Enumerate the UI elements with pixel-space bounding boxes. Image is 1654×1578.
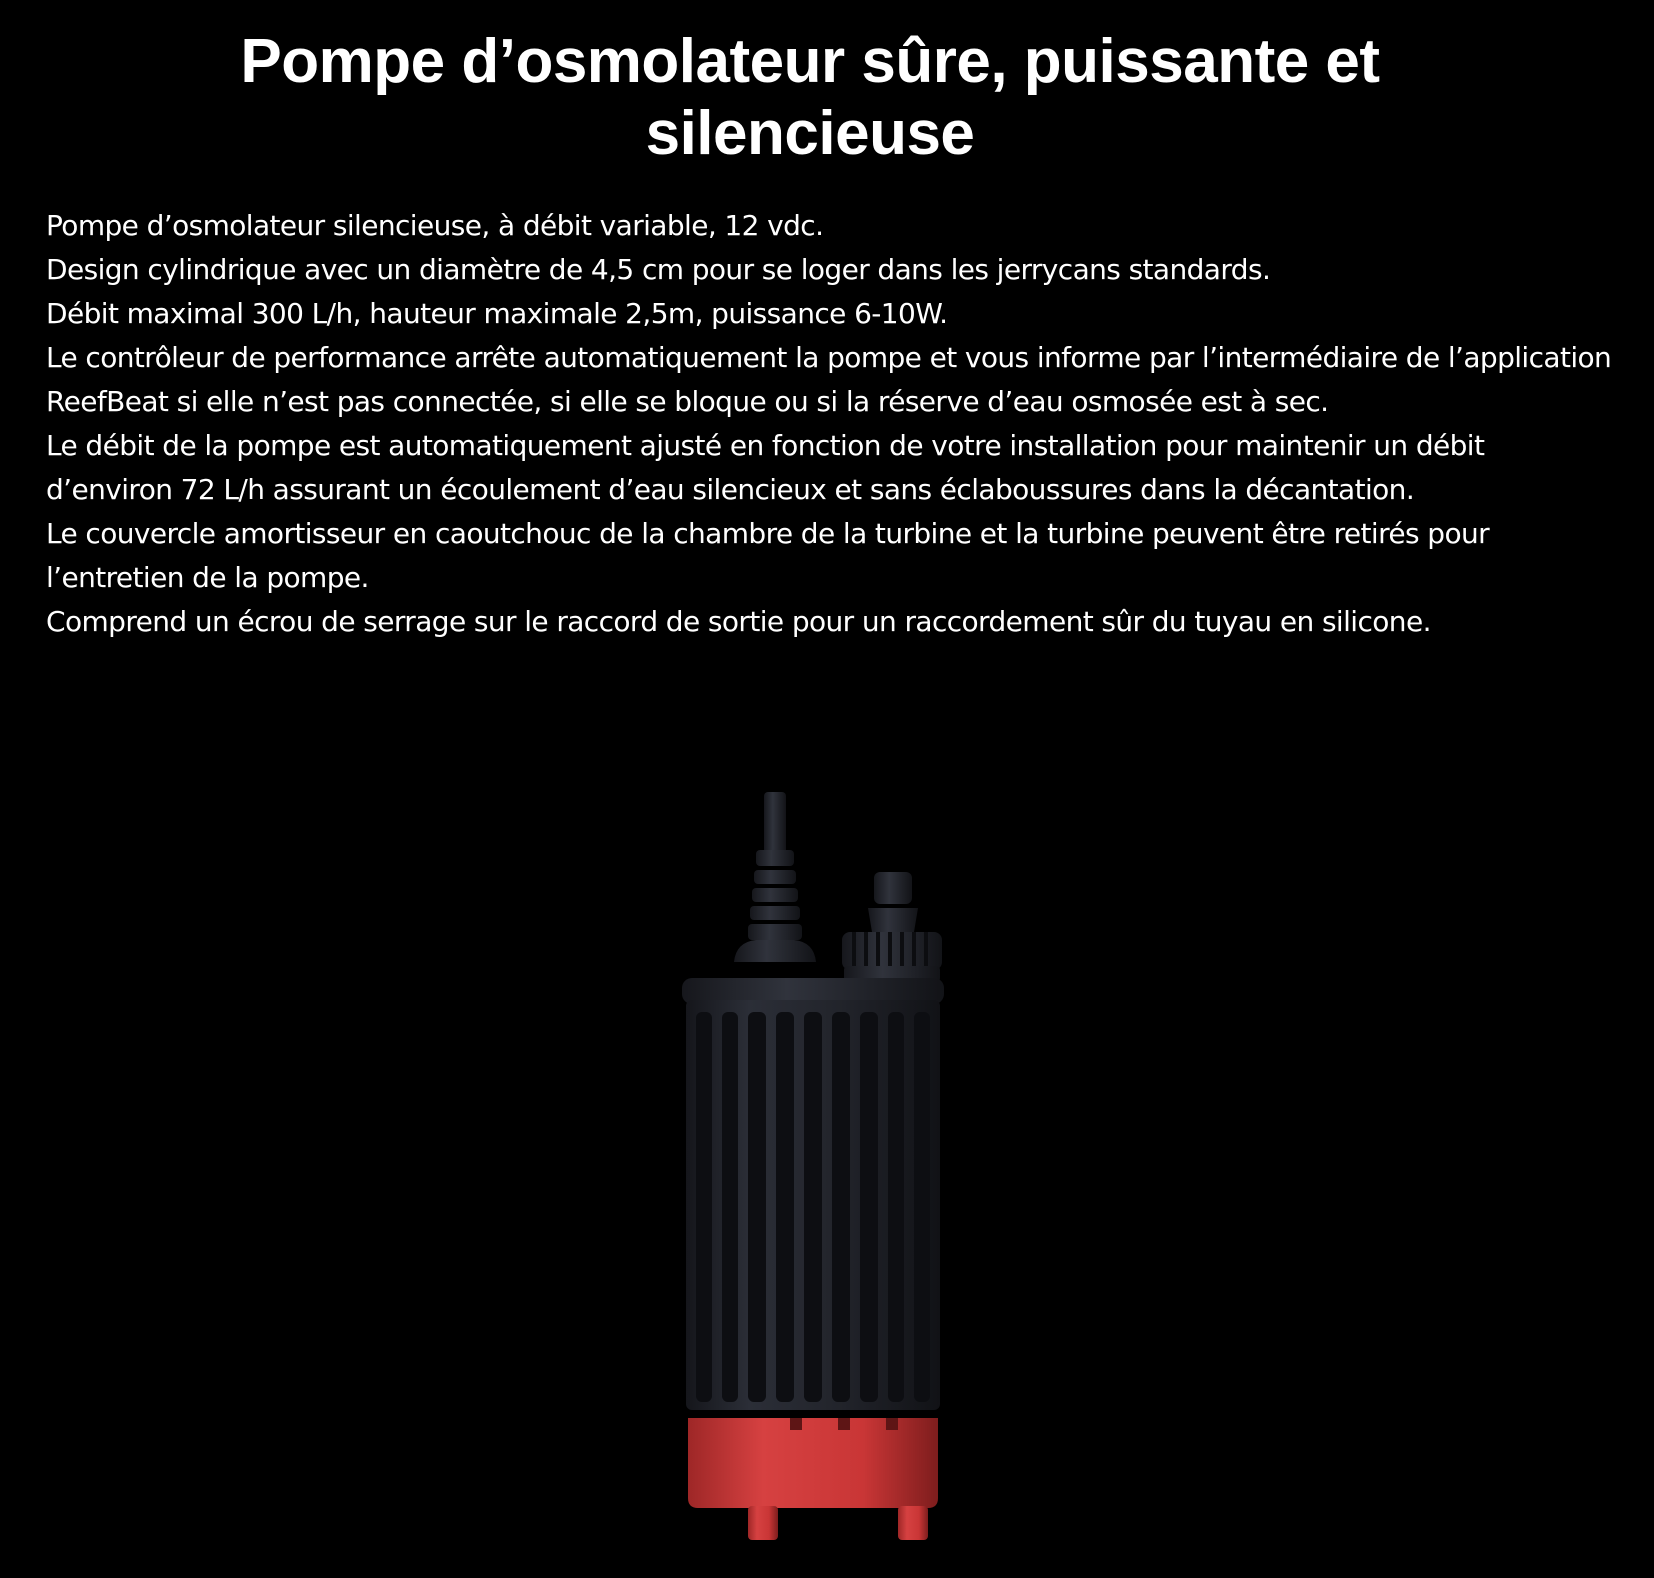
page-title: Pompe d’osmolateur sûre, puissante et silencieuse: [240, 27, 1380, 168]
feature-item: Le couvercle amortisseur en caoutchouc de la chambre de la turbine et la turbine peuvent être retirés pour l’entretien de la pompe.: [46, 517, 1490, 594]
ato-pump-image: [660, 790, 960, 1550]
feature-list: [46, 204, 1616, 644]
outlet-nozzle: [842, 872, 942, 982]
feature-item: Débit maximal 300 L/h, hauteur maximale 2,5m, puissance 6-10W.: [46, 297, 948, 330]
feature-item: Le débit de la pompe est automatiquement ajusté en fonction de votre installation pour maintenir un débit d’environ 72 L/h assurant un écoulement d’eau silencieux et sans éclaboussures dans la décantation.: [46, 429, 1485, 506]
pump-body: [686, 1000, 940, 1410]
feature-item: Pompe d’osmolateur silencieuse, à débit variable, 12 vdc.: [46, 209, 824, 242]
feature-item: Design cylindrique avec un diamètre de 4,5 cm pour se loger dans les jerrycans standards.: [46, 253, 1271, 286]
feature-item: Le contrôleur de performance arrête automatiquement la pompe et vous informe par l’intermédiaire de l’application ReefBeat si elle n’est pas connectée, si elle se bloque ou si la réserve d’eau osmosée est à sec.: [46, 341, 1612, 418]
pump-red-base: [688, 1418, 938, 1540]
cable-strain-relief: [734, 850, 816, 962]
feature-item: Comprend un écrou de serrage sur le raccord de sortie pour un raccordement sûr du tuyau en silicone.: [46, 605, 1431, 638]
pump-product-image: [660, 790, 960, 1550]
